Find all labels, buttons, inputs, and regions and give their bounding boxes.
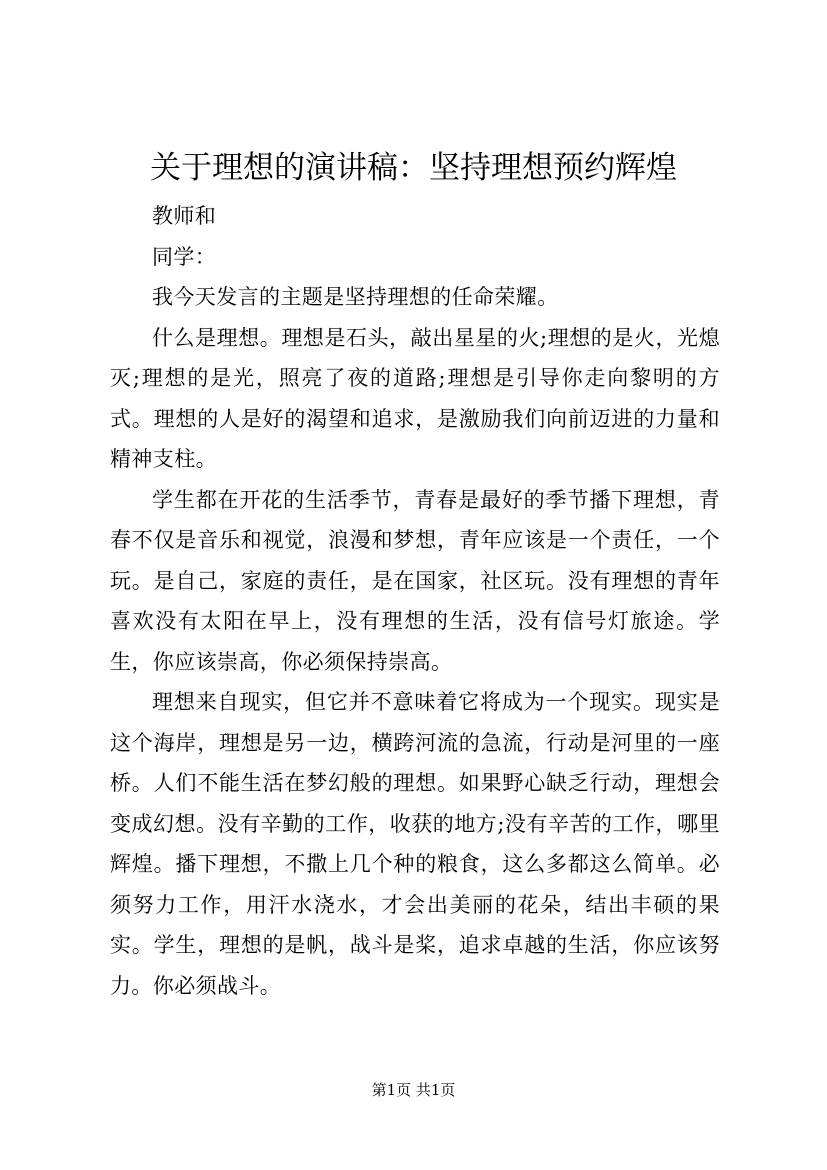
page-number-footer: 第1页 共1页 (371, 1081, 456, 1099)
paragraph-3: 学生都在开花的生活季节，青春是最好的季节播下理想，青春不仅是音乐和视觉，浪漫和梦想，青年应该是一个责任，一个玩。是自己，家庭的责任，是在国家，社区玩。没有理想的青年喜欢没有太阳在早上，没有理想的生活，没有信号灯旅途。学生，你应该崇高，你必须保持崇高。 (110, 487, 720, 674)
paragraph-1: 我今天发言的主题是坚持理想的任命荣耀。 (152, 285, 559, 309)
salutation-line-2: 同学： (152, 244, 217, 269)
document-title: 关于理想的演讲稿：坚持理想预约辉煌 (150, 150, 677, 186)
paragraph-4: 理想来自现实，但它并不意味着它将成为一个现实。现实是这个海岸，理想是另一边，横跨河流的急流，行动是河里的一座桥。人们不能生活在梦幻般的理想。如果野心缺乏行动，理想会变成幻想。没有辛勤的工作，收获的地方;没有辛苦的工作，哪里辉煌。播下理想，不撒上几个种的粮食，这么多都这么简单。必须努力工作，用汗水浇水，才会出美丽的花朵，结出丰硕的果实。学生，理想的是帆，战斗是桨，追求卓越的生活，你应该努力。你必须战斗。 (110, 690, 720, 998)
paragraph-2: 什么是理想。理想是石头，敲出星星的火;理想的是火，光熄灭;理想的是光，照亮了夜的道路;理想是引导你走向黎明的方式。理想的人是好的渴望和追求，是激励我们向前迈进的力量和精神支柱。 (110, 325, 720, 471)
document-body (110, 196, 720, 1006)
salutation-line-1: 教师和 (152, 204, 217, 228)
